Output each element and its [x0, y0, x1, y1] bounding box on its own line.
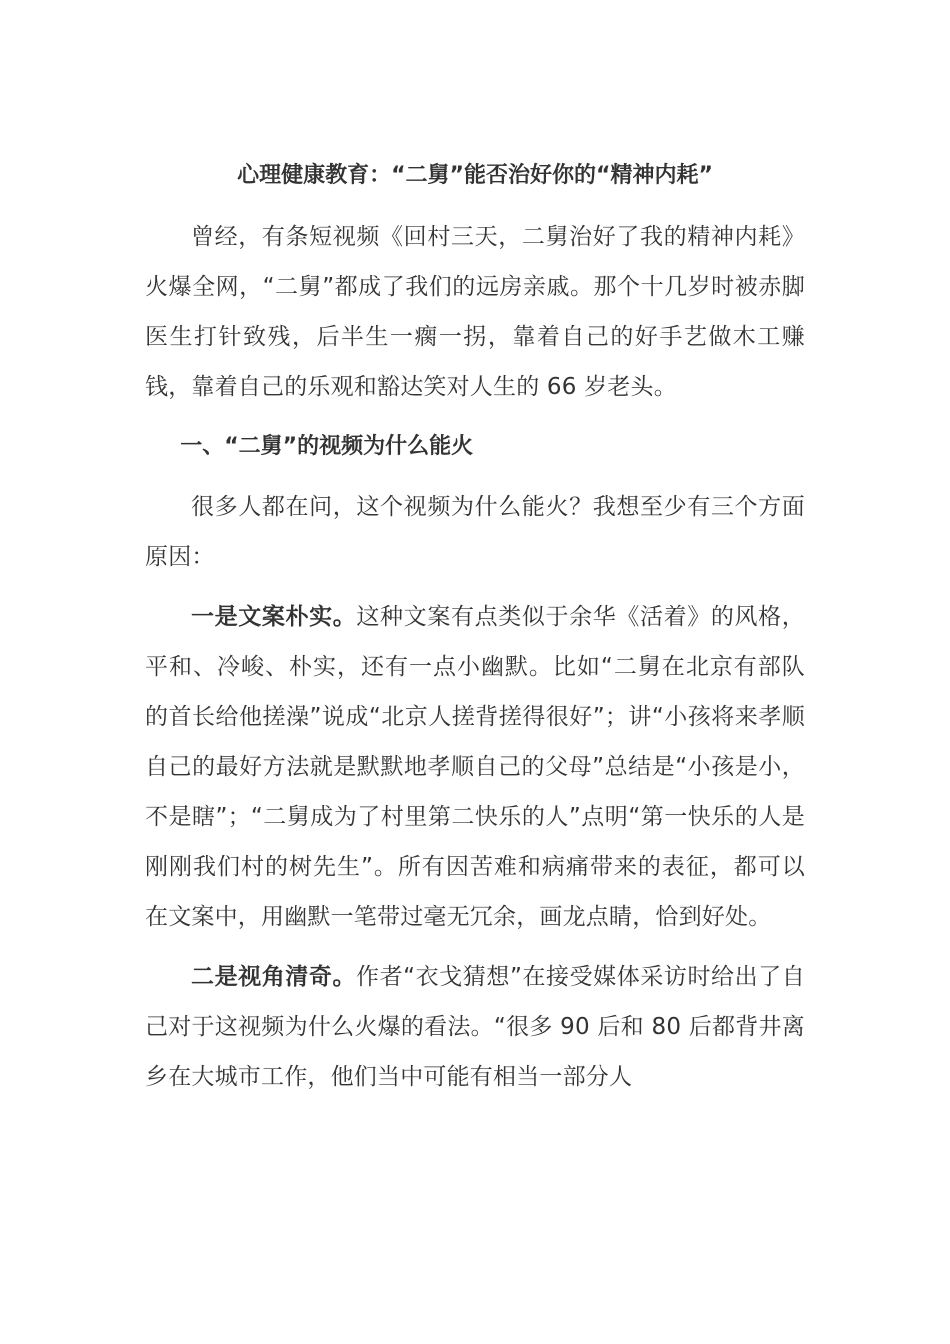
point-paragraph-2 — [145, 952, 805, 1112]
point-lead-2: 二是视角清奇。 — [191, 964, 357, 990]
point-text-2: 作者“衣戈猜想”在接受媒体采访时给出了自己对于这视频为什么火爆的看法。“很多 90 后和 80 后都背井离乡在大城市工作，他们当中可能有相当一部分人 — [145, 964, 805, 1090]
point-lead-1: 一是文案朴实。 — [191, 604, 357, 630]
point-text-1: 这种文案有点类似于余华《活着》的风格，平和、冷峻、朴实，还有一点小幽默。比如“二舅在北京有部队的首长给他搓澡”说成“北京人搓背搓得很好”；讲“小孩将来孝顺自己的最好方法就是默默地孝顺自己的父母”总结是“小孩是小，不是瞎”；“二舅成为了村里第二快乐的人”点明“第一快乐的人是刚刚我们村的树先生”。所有因苦难和病痛带来的表征，都可以在文案中，用幽默一笔带过毫无冗余，画龙点睛，恰到好处。 — [145, 604, 805, 930]
document-body — [145, 212, 805, 1112]
intro-paragraph: 曾经，有条短视频《回村三天，二舅治好了我的精神内耗》火爆全网，“二舅”都成了我们的远房亲戚。那个十几岁时被赤脚医生打针致残，后半生一瘸一拐，靠着自己的好手艺做木工赚钱，靠着自己的乐观和豁达笑对人生的 66 岁老头。 — [145, 224, 805, 400]
section-intro-paragraph: 很多人都在问，这个视频为什么能火？我想至少有三个方面原因： — [145, 494, 805, 570]
point-paragraph-1 — [145, 592, 805, 952]
section-heading: 一、“二舅”的视频为什么能火 — [180, 434, 474, 459]
document-title: 心理健康教育：“二舅”能否治好你的“精神内耗” — [237, 163, 713, 188]
